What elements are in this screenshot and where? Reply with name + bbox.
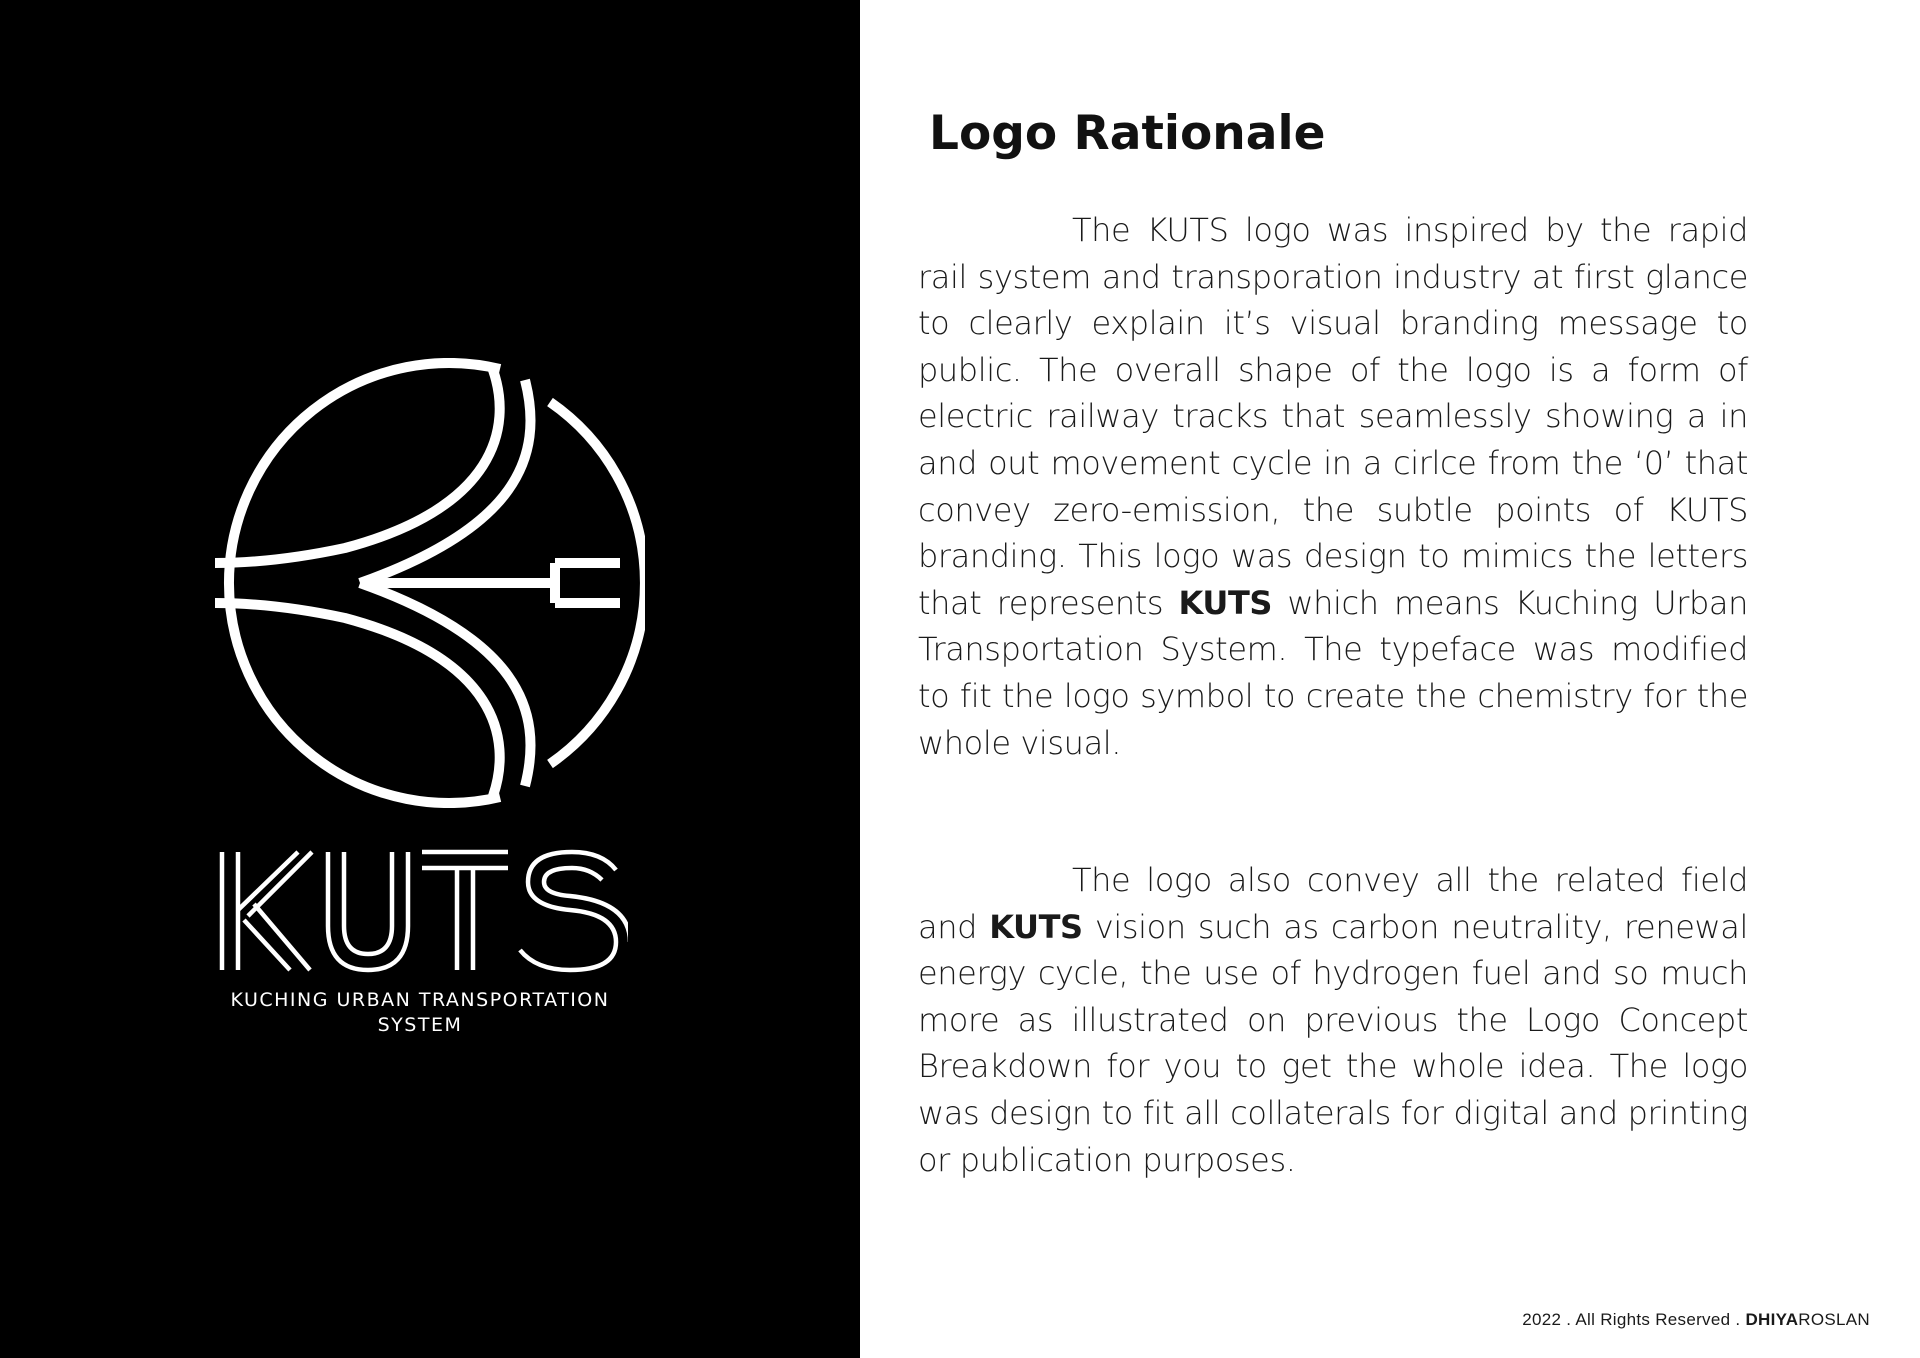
paragraph-1-text-a: The KUTS logo was inspired by the rapid rail system and transporation industry at first glance to clearly explain it’s visual branding message to public. The overall shape of the logo is a form of electric railway tracks that seamlessly showing a in and out movement cycle in a cirlce from the ‘0’ that convey zero-emission, the subtle points of KUTS branding. This logo was design to mimics the letters that represents	[918, 211, 1748, 622]
footer-author-rest: ROSLAN	[1798, 1310, 1870, 1329]
kuts-wordmark-icon	[218, 848, 628, 974]
logo-tagline-line-1: KUCHING URBAN TRANSPORTATION	[230, 989, 610, 1011]
paragraph-2-text-a: The logo also convey all the related field and	[918, 861, 1748, 946]
rationale-paragraph-1	[918, 207, 1748, 766]
footer-author-bold: DHIYA	[1745, 1310, 1799, 1329]
paragraph-2-text-b: vision such as carbon neutrality, renewal energy cycle, the use of hydrogen fuel and so much more as illustrated on previous the Logo Concept Breakdown for you to get the whole idea. The logo was design to fit all collaterals for digital and printing or publication purposes.	[918, 907, 1748, 1179]
kuts-logo-symbol-icon	[195, 358, 645, 808]
logo-panel	[0, 0, 860, 1358]
paragraph-1-bold-kuts: KUTS	[1178, 583, 1273, 622]
rationale-paragraph-2	[918, 857, 1748, 1183]
logo-tagline-line-2: SYSTEM	[377, 1014, 463, 1036]
copyright-footer	[1522, 1310, 1870, 1330]
footer-prefix: 2022 . All Rights Reserved .	[1522, 1310, 1746, 1329]
paragraph-1-text-b: which means Kuching Urban Transportation System. The typeface was modified to fit the logo symbol to create the chemistry for the whole visual.	[918, 583, 1748, 762]
paragraph-2-bold-kuts: KUTS	[989, 907, 1083, 946]
page-title: Logo Rationale	[929, 106, 1326, 161]
